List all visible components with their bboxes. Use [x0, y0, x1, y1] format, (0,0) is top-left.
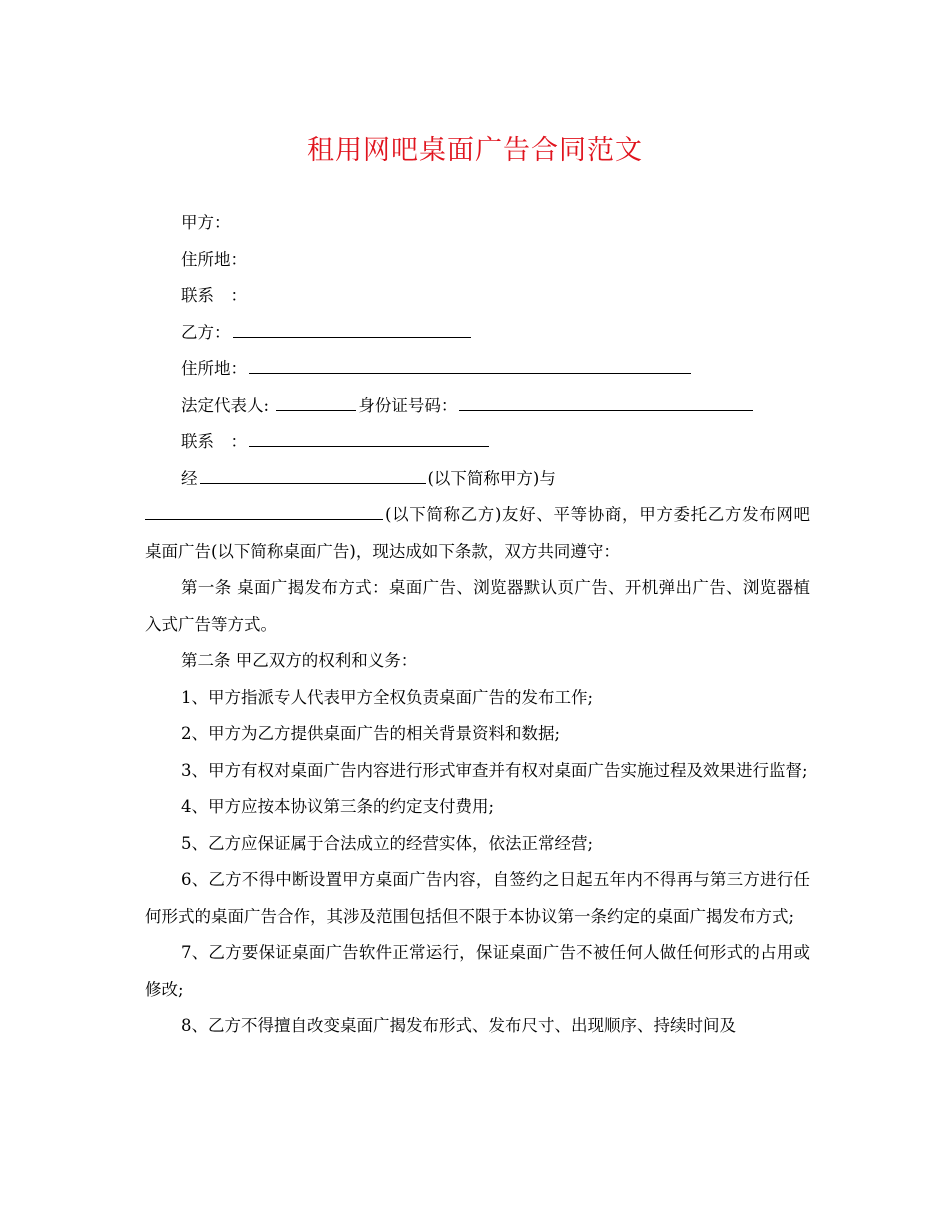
- clause-5: 5、乙方应保证属于合法成立的经营实体，依法正常经营;: [181, 833, 594, 853]
- clause-3: 3、甲方有权对桌面广告内容进行形式审查并有权对桌面广告实施过程及效果进行监督;: [181, 760, 808, 780]
- party-b-contact: 联系 ：: [145, 424, 810, 461]
- clause-2: 2、甲方为乙方提供桌面广告的相关背景资料和数据;: [181, 724, 561, 743]
- clause-8: 8、乙方不得擅自改变桌面广揭发布形式、发布尺寸、出现顺序、持续时间及: [181, 1016, 736, 1035]
- party-b-label: 乙方：: [145, 315, 810, 352]
- intro-party-a-blank: [200, 462, 426, 484]
- article-1: 第一条 桌面广揭发布方式：桌面广告、浏览器默认页广告、开机弹出广告、浏览器植入式广告等方式。: [145, 578, 810, 634]
- party-b-legal-rep: 法定代表人: 身份证号码：: [145, 388, 810, 425]
- id-number-blank: [459, 389, 753, 411]
- intro-line-1: 经 (以下简称甲方)与: [145, 461, 810, 498]
- party-a-contact: 联系 ：: [181, 286, 247, 305]
- clause-4: 4、甲方应按本协议第三条的约定支付费用;: [181, 797, 495, 816]
- party-b-address: 住所地：: [145, 351, 810, 388]
- clause-6: 6、乙方不得中断设置甲方桌面广告内容，自签约之日起五年内不得再与第三方进行任何形式的桌面广告合作，其涉及范围包括但不限于本协议第一条约定的桌面广揭发布方式;: [145, 870, 810, 926]
- party-a-address: 住所地：: [181, 249, 247, 269]
- party-b-address-blank: [249, 352, 691, 374]
- document-title: 租用网吧桌面广告合同范文: [307, 135, 643, 166]
- intro-paragraph: (以下简称乙方)友好、平等协商，甲方委托乙方发布网吧桌面广告(以下简称桌面广告)，现达成如下条款，双方共同遵守：: [145, 497, 810, 570]
- clause-7: 7、乙方要保证桌面广告软件正常运行，保证桌面广告不被任何人做任何形式的占用或修改;: [145, 943, 810, 999]
- clause-1: 1、甲方指派专人代表甲方全权负责桌面广告的发布工作;: [181, 687, 594, 707]
- intro-party-b-blank: [145, 498, 383, 520]
- party-a-label: 甲方：: [181, 213, 231, 232]
- legal-rep-blank: [276, 389, 356, 411]
- party-b-contact-blank: [249, 425, 489, 447]
- document-body: [145, 205, 810, 1045]
- article-2-heading: 第二条 甲乙双方的权利和义务：: [181, 651, 418, 670]
- party-b-name-blank: [233, 316, 471, 338]
